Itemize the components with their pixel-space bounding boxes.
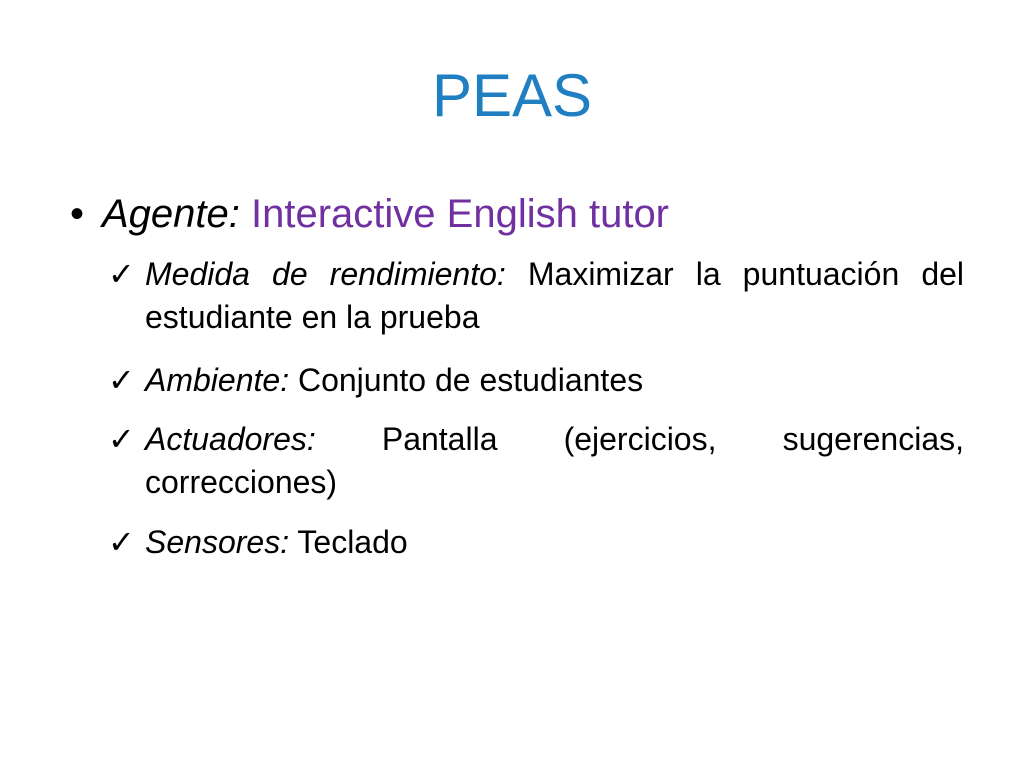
list-item-text <box>145 359 964 402</box>
list-item-value: Maximizar la puntuación del estudiante en la prueba <box>145 256 965 335</box>
list-item-label: Actuadores: <box>145 421 316 457</box>
list-item-text <box>145 418 964 504</box>
checkmark-icon: ✓ <box>108 421 135 457</box>
agent-label: Agente: <box>102 192 240 236</box>
list-item-text <box>145 253 964 339</box>
checkmark-icon: ✓ <box>108 524 135 560</box>
agent-line <box>102 190 669 238</box>
agent-value: Interactive English tutor <box>251 192 670 236</box>
list-item-label: Medida de rendimiento: <box>145 256 506 292</box>
list-item-value: Teclado <box>297 524 408 560</box>
list-item-label: Sensores: <box>145 524 290 560</box>
list-item-text <box>145 521 964 564</box>
list-item-value: Conjunto de estudiantes <box>297 362 644 398</box>
bullet-icon: • <box>70 192 85 236</box>
list-item-actuators <box>108 418 964 504</box>
list-item-value: Pantalla (ejercicios, sugerencias, correcciones) <box>145 421 964 500</box>
checkmark-icon: ✓ <box>108 362 135 398</box>
list-item-environment <box>108 359 964 402</box>
checkmark-icon: ✓ <box>108 256 135 292</box>
list-item-label: Ambiente: <box>145 362 290 398</box>
list-item-sensors <box>108 521 964 564</box>
slide-title: PEAS <box>431 62 593 129</box>
list-item-performance-measure <box>108 253 964 339</box>
